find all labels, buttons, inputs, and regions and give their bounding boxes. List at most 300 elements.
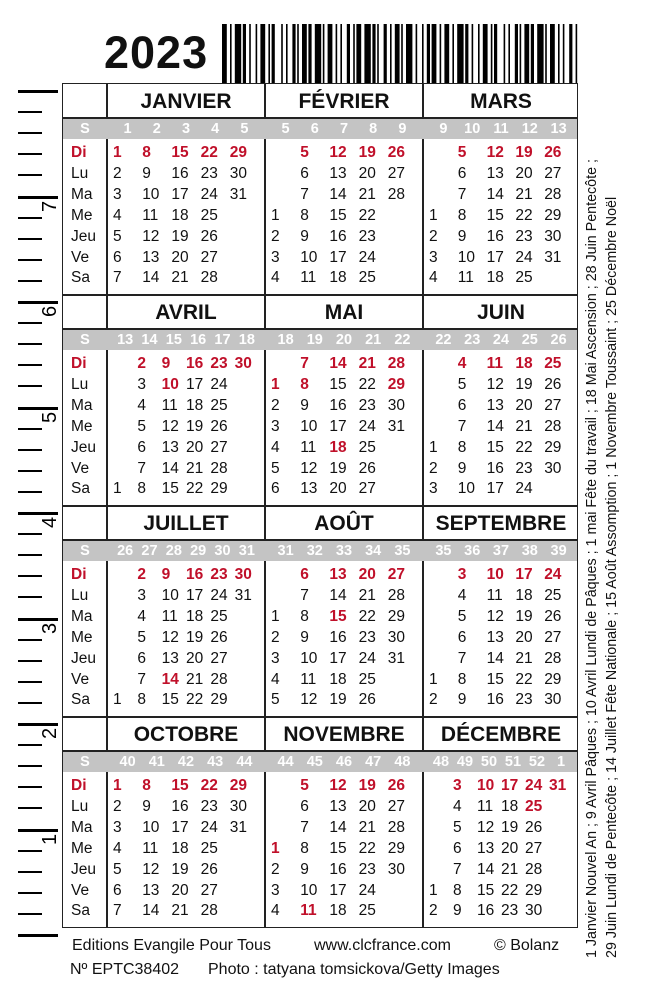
ruler-number: 3 bbox=[39, 622, 61, 634]
week-number: 32 bbox=[306, 543, 323, 559]
date-cell: 13 bbox=[161, 438, 179, 456]
date-cell: 3 bbox=[429, 248, 438, 266]
date-cell: 30 bbox=[544, 691, 562, 709]
date-cell: 14 bbox=[329, 586, 347, 604]
ruler-tick bbox=[18, 512, 58, 515]
date-cell: 27 bbox=[544, 164, 562, 182]
weekday-label: Di bbox=[71, 566, 87, 583]
week-number: 22 bbox=[394, 332, 411, 348]
weekday-label: Sa bbox=[71, 902, 90, 920]
barcode-bar bbox=[356, 24, 361, 84]
week-number: 12 bbox=[521, 121, 538, 137]
barcode-bar bbox=[537, 24, 543, 84]
week-number: 4 bbox=[211, 121, 220, 137]
date-cell: 3 bbox=[137, 586, 146, 604]
date-cell: 3 bbox=[113, 185, 122, 203]
week-number: 48 bbox=[432, 754, 450, 770]
date-cell: 2 bbox=[137, 566, 146, 583]
date-cell: 29 bbox=[544, 206, 562, 224]
month-name: NOVEMBRE bbox=[283, 723, 405, 746]
date-cell: 20 bbox=[501, 839, 519, 857]
date-cell: 12 bbox=[486, 144, 504, 161]
date-cell: 26 bbox=[358, 459, 376, 477]
date-cell: 13 bbox=[329, 797, 347, 815]
date-cell: 15 bbox=[477, 881, 495, 899]
ruler-number: 2 bbox=[39, 727, 61, 739]
date-cell: 19 bbox=[515, 607, 533, 625]
date-cell: 24 bbox=[525, 777, 543, 794]
date-cell: 14 bbox=[142, 269, 160, 287]
barcode-bar bbox=[569, 24, 572, 84]
week-number: 18 bbox=[238, 332, 255, 348]
date-cell: 6 bbox=[300, 164, 309, 182]
date-cell: 16 bbox=[329, 227, 347, 245]
weekday-label: Me bbox=[71, 839, 93, 857]
date-cell: 27 bbox=[525, 839, 543, 857]
week-number: 14 bbox=[141, 332, 158, 348]
date-cell: 3 bbox=[271, 248, 280, 266]
date-cell: 9 bbox=[161, 566, 171, 583]
barcode-bar bbox=[268, 24, 270, 84]
weekday-label: Lu bbox=[71, 586, 89, 604]
date-cell: 9 bbox=[142, 797, 151, 815]
date-cell: 7 bbox=[300, 586, 309, 604]
date-cell: 4 bbox=[271, 670, 280, 688]
date-cell: 20 bbox=[358, 566, 376, 583]
ruler-tick bbox=[18, 238, 42, 240]
barcode-bar bbox=[550, 24, 555, 84]
barcode-bar bbox=[422, 24, 424, 84]
date-cell: 17 bbox=[329, 248, 347, 266]
date-cell: 16 bbox=[329, 860, 347, 878]
weekday-label: Jeu bbox=[71, 438, 96, 456]
weekday-label: Di bbox=[71, 777, 87, 794]
week-number: 26 bbox=[550, 332, 567, 348]
date-cell: 7 bbox=[457, 649, 467, 667]
week-number: 20 bbox=[335, 332, 353, 348]
date-cell: 19 bbox=[501, 818, 519, 836]
date-cell: 15 bbox=[329, 607, 347, 625]
week-number: 29 bbox=[190, 543, 207, 559]
ruler-tick bbox=[18, 892, 42, 894]
week-number: 13 bbox=[550, 121, 567, 137]
week-number: 5 bbox=[240, 121, 249, 137]
date-cell: 20 bbox=[358, 797, 376, 815]
barcode-bar bbox=[377, 24, 379, 84]
ruler-tick bbox=[18, 449, 42, 451]
date-cell: 18 bbox=[186, 607, 204, 625]
date-cell: 6 bbox=[300, 566, 309, 583]
barcode-bar bbox=[302, 24, 307, 84]
date-cell: 11 bbox=[142, 839, 159, 857]
barcode-bar bbox=[292, 24, 295, 84]
barcode-bar bbox=[478, 24, 480, 84]
date-cell: 19 bbox=[186, 417, 204, 435]
ruler-tick bbox=[18, 111, 42, 113]
barcode-bar bbox=[504, 24, 506, 84]
date-cell: 13 bbox=[486, 396, 504, 414]
weekday-label: Me bbox=[71, 417, 93, 435]
date-cell: 20 bbox=[515, 164, 533, 182]
date-cell: 14 bbox=[486, 417, 504, 435]
date-cell: 10 bbox=[300, 649, 318, 667]
date-cell: 26 bbox=[200, 860, 218, 878]
date-cell: 22 bbox=[358, 375, 376, 393]
date-cell: 31 bbox=[549, 777, 567, 794]
date-cell: 17 bbox=[186, 586, 204, 604]
week-number: 27 bbox=[141, 543, 158, 559]
weekday-label: Me bbox=[71, 628, 93, 646]
ruler-tick bbox=[18, 470, 42, 472]
date-cell: 3 bbox=[429, 480, 438, 498]
date-cell: 23 bbox=[210, 566, 228, 583]
ruler-tick bbox=[18, 934, 58, 937]
publisher-name: Editions Evangile Pour Tous bbox=[72, 937, 271, 954]
date-cell: 1 bbox=[271, 607, 280, 625]
barcode-bar bbox=[272, 24, 275, 84]
ruler-tick bbox=[18, 660, 42, 662]
week-number: 31 bbox=[277, 543, 294, 559]
date-cell: 14 bbox=[329, 185, 347, 203]
date-cell: 1 bbox=[271, 206, 280, 224]
date-cell: 21 bbox=[501, 860, 519, 878]
date-cell: 2 bbox=[271, 396, 280, 414]
month-name: DÉCEMBRE bbox=[440, 723, 562, 746]
month-name: JANVIER bbox=[140, 90, 232, 113]
date-cell: 5 bbox=[457, 375, 467, 393]
date-cell: 2 bbox=[429, 902, 438, 920]
barcode-bar bbox=[372, 24, 375, 84]
ruler-tick bbox=[18, 913, 42, 915]
weekday-label: Jeu bbox=[71, 227, 96, 245]
date-cell: 7 bbox=[300, 355, 309, 372]
week-number: 38 bbox=[521, 543, 538, 559]
week-number: 10 bbox=[464, 121, 481, 137]
date-cell: 2 bbox=[113, 797, 122, 815]
barcode bbox=[222, 24, 578, 84]
date-cell: 9 bbox=[142, 164, 151, 182]
barcode-bar bbox=[401, 24, 403, 84]
barcode-bar bbox=[457, 24, 463, 84]
date-cell: 1 bbox=[113, 777, 122, 794]
barcode-bar bbox=[390, 24, 392, 84]
barcode-bar bbox=[260, 24, 265, 84]
date-cell: 29 bbox=[210, 480, 228, 498]
date-cell: 22 bbox=[515, 206, 533, 224]
product-reference: Nº EPTC38402 bbox=[70, 961, 180, 978]
date-cell: 14 bbox=[142, 902, 160, 920]
ruler-tick bbox=[18, 786, 42, 788]
weekday-label: Ma bbox=[71, 185, 93, 203]
week-number: 6 bbox=[310, 121, 319, 137]
date-cell: 29 bbox=[387, 375, 406, 393]
date-cell: 8 bbox=[453, 881, 462, 899]
barcode-bar bbox=[384, 24, 387, 84]
date-cell: 25 bbox=[210, 396, 228, 414]
week-number: 35 bbox=[394, 543, 411, 559]
date-cell: 17 bbox=[171, 818, 189, 836]
date-cell: 6 bbox=[457, 396, 467, 414]
week-number: 50 bbox=[480, 754, 498, 770]
date-cell: 29 bbox=[229, 144, 248, 161]
date-cell: 15 bbox=[329, 206, 347, 224]
date-cell: 22 bbox=[501, 881, 519, 899]
date-cell: 24 bbox=[358, 248, 376, 266]
date-cell: 12 bbox=[300, 459, 318, 477]
date-cell: 31 bbox=[229, 818, 248, 836]
date-cell: 29 bbox=[544, 438, 562, 456]
barcode-bar bbox=[340, 24, 342, 84]
barcode-bar bbox=[256, 24, 258, 84]
weekday-label: Ma bbox=[71, 396, 93, 414]
date-cell: 7 bbox=[137, 459, 146, 477]
barcode-bar bbox=[364, 24, 370, 84]
barcode-bar bbox=[315, 24, 321, 84]
barcode-bar bbox=[440, 24, 442, 84]
week-number: 1 bbox=[123, 121, 132, 137]
date-cell: 6 bbox=[137, 438, 146, 456]
date-cell: 28 bbox=[387, 355, 406, 372]
ruler-tick bbox=[18, 280, 42, 282]
date-cell: 21 bbox=[358, 586, 376, 604]
week-number: 18 bbox=[277, 332, 294, 348]
weekday-label: Lu bbox=[71, 375, 89, 393]
date-cell: 10 bbox=[486, 566, 504, 583]
date-cell: 26 bbox=[525, 818, 543, 836]
date-cell: 28 bbox=[210, 670, 228, 688]
website-link[interactable]: www.clcfrance.com bbox=[314, 937, 451, 954]
date-cell: 24 bbox=[200, 185, 218, 203]
date-cell: 9 bbox=[457, 227, 467, 245]
barcode-bar bbox=[286, 24, 288, 84]
ruler-number: 4 bbox=[39, 516, 61, 528]
date-cell: 19 bbox=[515, 375, 533, 393]
date-cell: 6 bbox=[457, 164, 467, 182]
ruler-tick bbox=[18, 153, 42, 155]
week-number: 35 bbox=[435, 543, 452, 559]
weekday-label: Ve bbox=[71, 881, 90, 899]
date-cell: 8 bbox=[137, 691, 146, 709]
month-name: JUILLET bbox=[143, 512, 229, 535]
date-cell: 21 bbox=[171, 269, 189, 287]
week-number: 51 bbox=[504, 754, 522, 770]
week-number: 30 bbox=[214, 543, 231, 559]
date-cell: 7 bbox=[113, 269, 122, 287]
date-cell: 11 bbox=[477, 797, 494, 815]
date-cell: 9 bbox=[457, 691, 467, 709]
date-cell: 12 bbox=[142, 227, 160, 245]
ruler-number: 7 bbox=[39, 200, 61, 212]
date-cell: 30 bbox=[544, 459, 562, 477]
date-cell: 5 bbox=[137, 628, 146, 646]
date-cell: 15 bbox=[161, 480, 179, 498]
weekday-label: Ma bbox=[71, 818, 93, 836]
date-cell: 15 bbox=[161, 691, 179, 709]
week-number: 16 bbox=[190, 332, 207, 348]
date-cell: 15 bbox=[486, 206, 504, 224]
month-name: FÉVRIER bbox=[298, 90, 390, 113]
date-cell: 17 bbox=[486, 480, 504, 498]
date-cell: 15 bbox=[329, 375, 347, 393]
ruler-tick bbox=[18, 871, 42, 873]
date-cell: 17 bbox=[186, 375, 204, 393]
date-cell: 10 bbox=[477, 777, 495, 794]
date-cell: 10 bbox=[161, 375, 179, 393]
date-cell: 17 bbox=[501, 777, 519, 794]
date-cell: 24 bbox=[210, 375, 228, 393]
date-cell: 16 bbox=[186, 355, 204, 372]
date-cell: 22 bbox=[515, 438, 533, 456]
barcode-bar bbox=[243, 24, 246, 84]
date-cell: 10 bbox=[457, 480, 476, 498]
barcode-bar bbox=[444, 24, 449, 84]
date-cell: 22 bbox=[358, 607, 376, 625]
date-cell: 16 bbox=[486, 459, 504, 477]
date-cell: 12 bbox=[486, 607, 504, 625]
date-cell: 1 bbox=[113, 480, 122, 498]
week-number: 9 bbox=[439, 121, 448, 137]
ruler-tick bbox=[18, 702, 42, 704]
week-number: 2 bbox=[152, 121, 161, 137]
date-cell: 1 bbox=[271, 839, 280, 857]
date-cell: 1 bbox=[429, 881, 438, 899]
date-cell: 27 bbox=[387, 797, 406, 815]
ruler-tick bbox=[18, 744, 42, 746]
week-label: S bbox=[80, 543, 90, 559]
date-cell: 26 bbox=[358, 691, 376, 709]
weekday-label: Lu bbox=[71, 797, 89, 815]
date-cell: 3 bbox=[137, 375, 146, 393]
date-cell: 11 bbox=[300, 269, 317, 287]
ruler-tick bbox=[18, 533, 42, 535]
barcode-bar bbox=[494, 24, 497, 84]
date-cell: 11 bbox=[486, 586, 503, 604]
week-number: 13 bbox=[117, 332, 134, 348]
date-cell: 15 bbox=[171, 777, 189, 794]
date-cell: 9 bbox=[300, 396, 309, 414]
ruler-number: 6 bbox=[39, 305, 61, 317]
date-cell: 14 bbox=[329, 355, 347, 372]
ruler-tick bbox=[18, 322, 42, 324]
barcode-bar bbox=[508, 24, 510, 84]
date-cell: 5 bbox=[300, 777, 309, 794]
date-cell: 22 bbox=[358, 839, 376, 857]
ruler-tick bbox=[18, 407, 58, 410]
date-cell: 5 bbox=[113, 860, 122, 878]
date-cell: 19 bbox=[329, 459, 347, 477]
date-cell: 19 bbox=[171, 860, 189, 878]
date-cell: 5 bbox=[271, 691, 280, 709]
date-cell: 26 bbox=[387, 144, 406, 161]
date-cell: 17 bbox=[329, 649, 347, 667]
week-number: 47 bbox=[365, 754, 382, 770]
barcode-bar bbox=[323, 24, 325, 84]
ruler-tick bbox=[18, 196, 58, 199]
month-name: OCTOBRE bbox=[133, 723, 239, 746]
date-cell: 22 bbox=[186, 691, 204, 709]
date-cell: 18 bbox=[515, 586, 533, 604]
ruler-tick bbox=[18, 639, 42, 641]
barcode-bar bbox=[576, 24, 578, 84]
ruler bbox=[18, 82, 62, 927]
date-cell: 26 bbox=[210, 417, 228, 435]
date-cell: 12 bbox=[161, 628, 179, 646]
date-cell: 19 bbox=[329, 691, 347, 709]
date-cell: 11 bbox=[457, 269, 474, 287]
date-cell: 27 bbox=[200, 881, 218, 899]
date-cell: 25 bbox=[210, 607, 228, 625]
barcode-bar bbox=[336, 24, 338, 84]
date-cell: 4 bbox=[271, 269, 280, 287]
date-cell: 22 bbox=[200, 144, 218, 161]
ruler-tick bbox=[18, 829, 58, 832]
date-cell: 19 bbox=[358, 777, 376, 794]
date-cell: 4 bbox=[457, 586, 467, 604]
date-cell: 7 bbox=[137, 670, 146, 688]
date-cell: 18 bbox=[329, 269, 347, 287]
date-cell: 30 bbox=[234, 566, 252, 583]
date-cell: 14 bbox=[329, 818, 347, 836]
date-cell: 10 bbox=[300, 248, 318, 266]
date-cell: 5 bbox=[271, 459, 280, 477]
date-cell: 17 bbox=[515, 566, 533, 583]
date-cell: 27 bbox=[387, 566, 406, 583]
date-cell: 14 bbox=[161, 459, 179, 477]
date-cell: 29 bbox=[544, 670, 562, 688]
date-cell: 13 bbox=[486, 164, 504, 182]
date-cell: 27 bbox=[544, 396, 562, 414]
copyright: © Bolanz bbox=[494, 937, 560, 954]
date-cell: 13 bbox=[300, 480, 318, 498]
date-cell: 23 bbox=[515, 459, 533, 477]
date-cell: 14 bbox=[486, 649, 504, 667]
date-cell: 13 bbox=[329, 164, 347, 182]
date-cell: 9 bbox=[300, 227, 309, 245]
date-cell: 27 bbox=[387, 164, 406, 182]
date-cell: 15 bbox=[486, 438, 504, 456]
date-cell: 9 bbox=[300, 860, 309, 878]
barcode-bar bbox=[347, 24, 350, 84]
date-cell: 17 bbox=[329, 881, 347, 899]
barcode-bar bbox=[515, 24, 518, 84]
date-cell: 9 bbox=[161, 355, 171, 372]
date-cell: 21 bbox=[515, 417, 533, 435]
date-cell: 24 bbox=[210, 586, 228, 604]
ruler-tick bbox=[18, 554, 42, 556]
week-number: 17 bbox=[214, 332, 231, 348]
week-number: 48 bbox=[394, 754, 411, 770]
weekday-label: Ve bbox=[71, 670, 90, 688]
date-cell: 20 bbox=[171, 248, 189, 266]
date-cell: 23 bbox=[358, 396, 376, 414]
ruler-number: 5 bbox=[39, 411, 61, 423]
date-cell: 29 bbox=[229, 777, 248, 794]
date-cell: 16 bbox=[477, 902, 495, 920]
date-cell: 3 bbox=[271, 881, 280, 899]
weekday-label: Di bbox=[71, 144, 87, 161]
date-cell: 4 bbox=[271, 438, 280, 456]
date-cell: 17 bbox=[171, 185, 189, 203]
barcode-bar bbox=[452, 24, 454, 84]
date-cell: 10 bbox=[457, 248, 476, 266]
date-cell: 26 bbox=[387, 777, 406, 794]
date-cell: 20 bbox=[515, 396, 533, 414]
date-cell: 21 bbox=[186, 459, 204, 477]
barcode-bar bbox=[531, 24, 534, 84]
date-cell: 28 bbox=[544, 649, 562, 667]
date-cell: 25 bbox=[358, 670, 376, 688]
date-cell: 27 bbox=[210, 649, 228, 667]
